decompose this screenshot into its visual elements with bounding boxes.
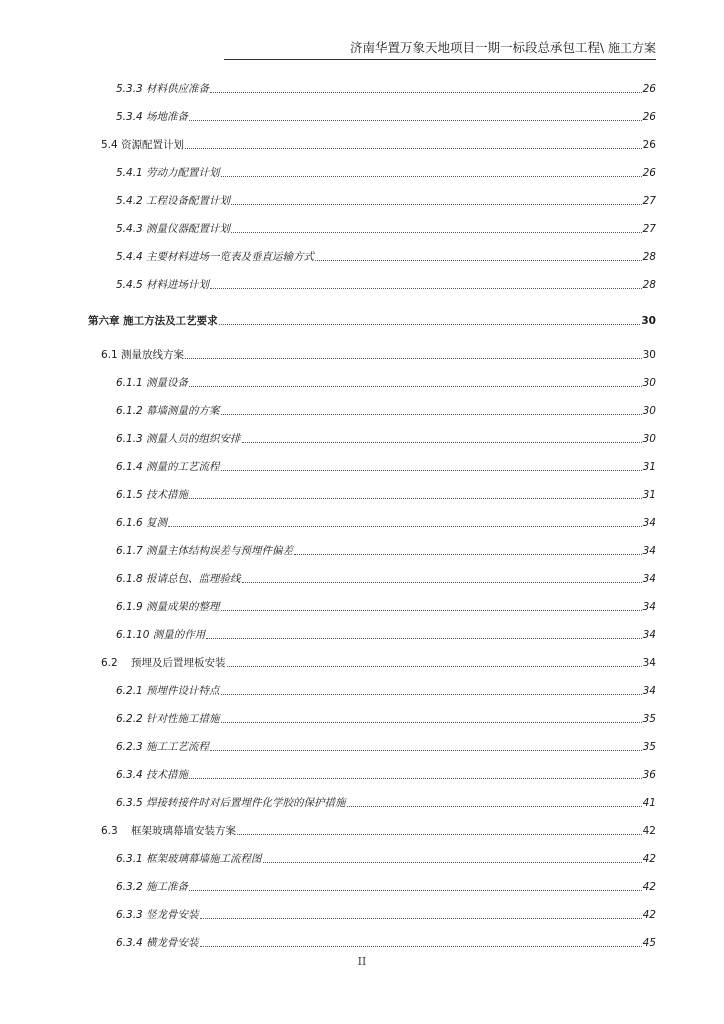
toc-leader-dots bbox=[347, 805, 642, 807]
toc-entry-label: 5.4.3 测量仪器配置计划 bbox=[116, 223, 231, 235]
toc-entry-page: 26 bbox=[642, 167, 656, 179]
toc-entry[interactable] bbox=[0, 456, 724, 474]
toc-entry-label: 6.1.2 幕墙测量的方案 bbox=[116, 405, 220, 417]
toc-entry[interactable] bbox=[0, 652, 724, 670]
toc-leader-dots bbox=[242, 441, 642, 443]
toc-entry-page: 27 bbox=[642, 223, 656, 235]
toc-leader-dots bbox=[185, 357, 642, 359]
toc-leader-dots bbox=[219, 323, 641, 325]
toc-entry-label: 6.1.6 复测 bbox=[116, 517, 168, 529]
toc-entry-label: 5.3.3 材料供应准备 bbox=[116, 83, 210, 95]
toc-entry-label: 5.4.1 劳动力配置计划 bbox=[116, 167, 220, 179]
toc-entry-page: 34 bbox=[642, 573, 656, 585]
toc-leader-dots bbox=[200, 917, 642, 919]
toc-entry-page: 35 bbox=[642, 713, 656, 725]
toc-leader-dots bbox=[189, 777, 642, 779]
toc-entry-page: 34 bbox=[642, 601, 656, 613]
toc-leader-dots bbox=[189, 497, 642, 499]
toc-entry-label: 6.1.7 测量主体结构误差与预埋件偏差 bbox=[116, 545, 294, 557]
toc-entry-page: 30 bbox=[642, 405, 656, 417]
toc-entry-label: 6.1.1 测量设备 bbox=[116, 377, 189, 389]
toc-entry[interactable] bbox=[0, 400, 724, 418]
toc-entry[interactable] bbox=[0, 310, 724, 328]
toc-entry[interactable] bbox=[0, 134, 724, 152]
toc-entry-page: 42 bbox=[642, 909, 656, 921]
toc-entry[interactable] bbox=[0, 624, 724, 642]
toc-leader-dots bbox=[189, 385, 642, 387]
toc-leader-dots bbox=[315, 259, 642, 261]
toc-leader-dots bbox=[221, 693, 642, 695]
toc-entry[interactable] bbox=[0, 596, 724, 614]
toc-entry-page: 27 bbox=[642, 195, 656, 207]
toc-leader-dots bbox=[221, 609, 642, 611]
toc-entry[interactable] bbox=[0, 344, 724, 362]
toc-entry-label: 第六章 施工方法及工艺要求 bbox=[88, 315, 218, 327]
header-separator: \ bbox=[599, 41, 604, 55]
toc-leader-dots bbox=[210, 749, 642, 751]
toc-entry[interactable] bbox=[0, 218, 724, 236]
toc-entry-label: 6.3.1 框架玻璃幕墙施工流程图 bbox=[116, 853, 262, 865]
toc-entry-label: 6.1.8 报请总包、监理验线 bbox=[116, 573, 241, 585]
toc-entry-page: 28 bbox=[642, 279, 656, 291]
toc-entry-page: 42 bbox=[642, 825, 656, 837]
toc-entry-label: 6.1.4 测量的工艺流程 bbox=[116, 461, 220, 473]
toc-entry[interactable] bbox=[0, 372, 724, 390]
toc-leader-dots bbox=[227, 665, 642, 667]
toc-entry[interactable] bbox=[0, 568, 724, 586]
toc-entry-label: 5.4.4 主要材料进场一览表及垂直运输方式 bbox=[116, 251, 315, 263]
toc-entry-page: 34 bbox=[642, 685, 656, 697]
toc-entry-page: 34 bbox=[642, 629, 656, 641]
toc-entry[interactable] bbox=[0, 484, 724, 502]
header-subtitle: 施工方案 bbox=[607, 41, 656, 55]
toc-entry-label: 6.1.9 测量成果的整理 bbox=[116, 601, 220, 613]
toc-entry-label: 6.1 测量放线方案 bbox=[101, 349, 185, 361]
toc-leader-dots bbox=[221, 175, 642, 177]
toc-entry-label: 6.3.4 技术措施 bbox=[116, 769, 189, 781]
toc-leader-dots bbox=[189, 889, 642, 891]
toc-entry-page: 31 bbox=[642, 461, 656, 473]
toc-entry[interactable] bbox=[0, 848, 724, 866]
toc-entry[interactable] bbox=[0, 932, 724, 950]
toc-entry-page: 34 bbox=[642, 657, 656, 669]
toc-leader-dots bbox=[221, 721, 642, 723]
toc-leader-dots bbox=[185, 147, 642, 149]
toc-leader-dots bbox=[221, 469, 642, 471]
toc-entry-page: 26 bbox=[642, 83, 656, 95]
toc-entry-label: 5.4 资源配置计划 bbox=[101, 139, 185, 151]
toc-entry[interactable] bbox=[0, 820, 724, 838]
toc-leader-dots bbox=[189, 119, 642, 121]
toc-entry[interactable] bbox=[0, 764, 724, 782]
toc-entry-label: 6.2 预埋及后置埋板安装 bbox=[101, 657, 226, 669]
toc-entry-page: 35 bbox=[642, 741, 656, 753]
toc-entry-page: 42 bbox=[642, 881, 656, 893]
toc-entry[interactable] bbox=[0, 708, 724, 726]
toc-entry-label: 6.2.3 施工工艺流程 bbox=[116, 741, 210, 753]
page-number: II bbox=[357, 955, 367, 968]
page-header bbox=[224, 38, 656, 60]
toc-entry-label: 6.3 框架玻璃幕墙安装方案 bbox=[101, 825, 237, 837]
toc-entry[interactable] bbox=[0, 736, 724, 754]
toc-entry[interactable] bbox=[0, 162, 724, 180]
toc-entry[interactable] bbox=[0, 428, 724, 446]
toc-leader-dots bbox=[210, 287, 642, 289]
toc-leader-dots bbox=[210, 91, 642, 93]
toc-entry-label: 6.1.3 测量人员的组织安排 bbox=[116, 433, 241, 445]
toc-entry-label: 6.2.2 针对性施工措施 bbox=[116, 713, 220, 725]
toc-entry[interactable] bbox=[0, 190, 724, 208]
toc-entry-page: 30 bbox=[642, 433, 656, 445]
toc-entry-label: 6.3.3 竖龙骨安装 bbox=[116, 909, 199, 921]
toc-leader-dots bbox=[294, 553, 642, 555]
toc-leader-dots bbox=[263, 861, 642, 863]
toc-entry-label: 6.3.2 施工准备 bbox=[116, 881, 189, 893]
toc-entry[interactable] bbox=[0, 876, 724, 894]
toc-entry-label: 6.1.5 技术措施 bbox=[116, 489, 189, 501]
toc-leader-dots bbox=[200, 945, 642, 947]
toc-entry[interactable] bbox=[0, 246, 724, 264]
toc-entry-label: 6.3.4 横龙骨安装 bbox=[116, 937, 199, 949]
toc-entry-page: 42 bbox=[642, 853, 656, 865]
toc-entry-page: 30 bbox=[641, 315, 656, 327]
toc-entry-label: 6.3.5 焊接转接件时对后置埋件化学胶的保护措施 bbox=[116, 797, 346, 809]
toc-entry-page: 31 bbox=[642, 489, 656, 501]
toc-entry-page: 30 bbox=[642, 349, 656, 361]
toc-entry-page: 26 bbox=[642, 139, 656, 151]
toc-entry[interactable] bbox=[0, 274, 724, 292]
toc-leader-dots bbox=[231, 231, 642, 233]
toc-leader-dots bbox=[237, 833, 642, 835]
toc-leader-dots bbox=[242, 581, 642, 583]
toc-entry-page: 30 bbox=[642, 377, 656, 389]
toc-entry-label: 6.1.10 测量的作用 bbox=[116, 629, 206, 641]
toc-entry-label: 5.3.4 场地准备 bbox=[116, 111, 189, 123]
toc-entry[interactable] bbox=[0, 106, 724, 124]
toc-entry-page: 41 bbox=[642, 797, 656, 809]
toc-entry-label: 6.2.1 预埋件设计特点 bbox=[116, 685, 220, 697]
toc-leader-dots bbox=[206, 637, 641, 639]
toc-entry-page: 26 bbox=[642, 111, 656, 123]
document-title: 济南华置万象天地项目一期一标段总承包工程 bbox=[349, 40, 600, 55]
toc-entry-label: 5.4.5 材料进场计划 bbox=[116, 279, 210, 291]
toc-entry[interactable] bbox=[0, 904, 724, 922]
toc-leader-dots bbox=[221, 413, 642, 415]
toc-entry[interactable] bbox=[0, 680, 724, 698]
toc-entry-page: 36 bbox=[642, 769, 656, 781]
toc-entry-page: 34 bbox=[642, 517, 656, 529]
toc-entry[interactable] bbox=[0, 792, 724, 810]
toc-leader-dots bbox=[168, 525, 642, 527]
toc-entry-page: 45 bbox=[642, 937, 656, 949]
toc-entry-page: 28 bbox=[642, 251, 656, 263]
toc-entry-page: 34 bbox=[642, 545, 656, 557]
toc-entry[interactable] bbox=[0, 540, 724, 558]
toc-entry[interactable] bbox=[0, 512, 724, 530]
toc-entry-label: 5.4.2 工程设备配置计划 bbox=[116, 195, 231, 207]
toc-entry[interactable] bbox=[0, 78, 724, 96]
toc-leader-dots bbox=[231, 203, 642, 205]
